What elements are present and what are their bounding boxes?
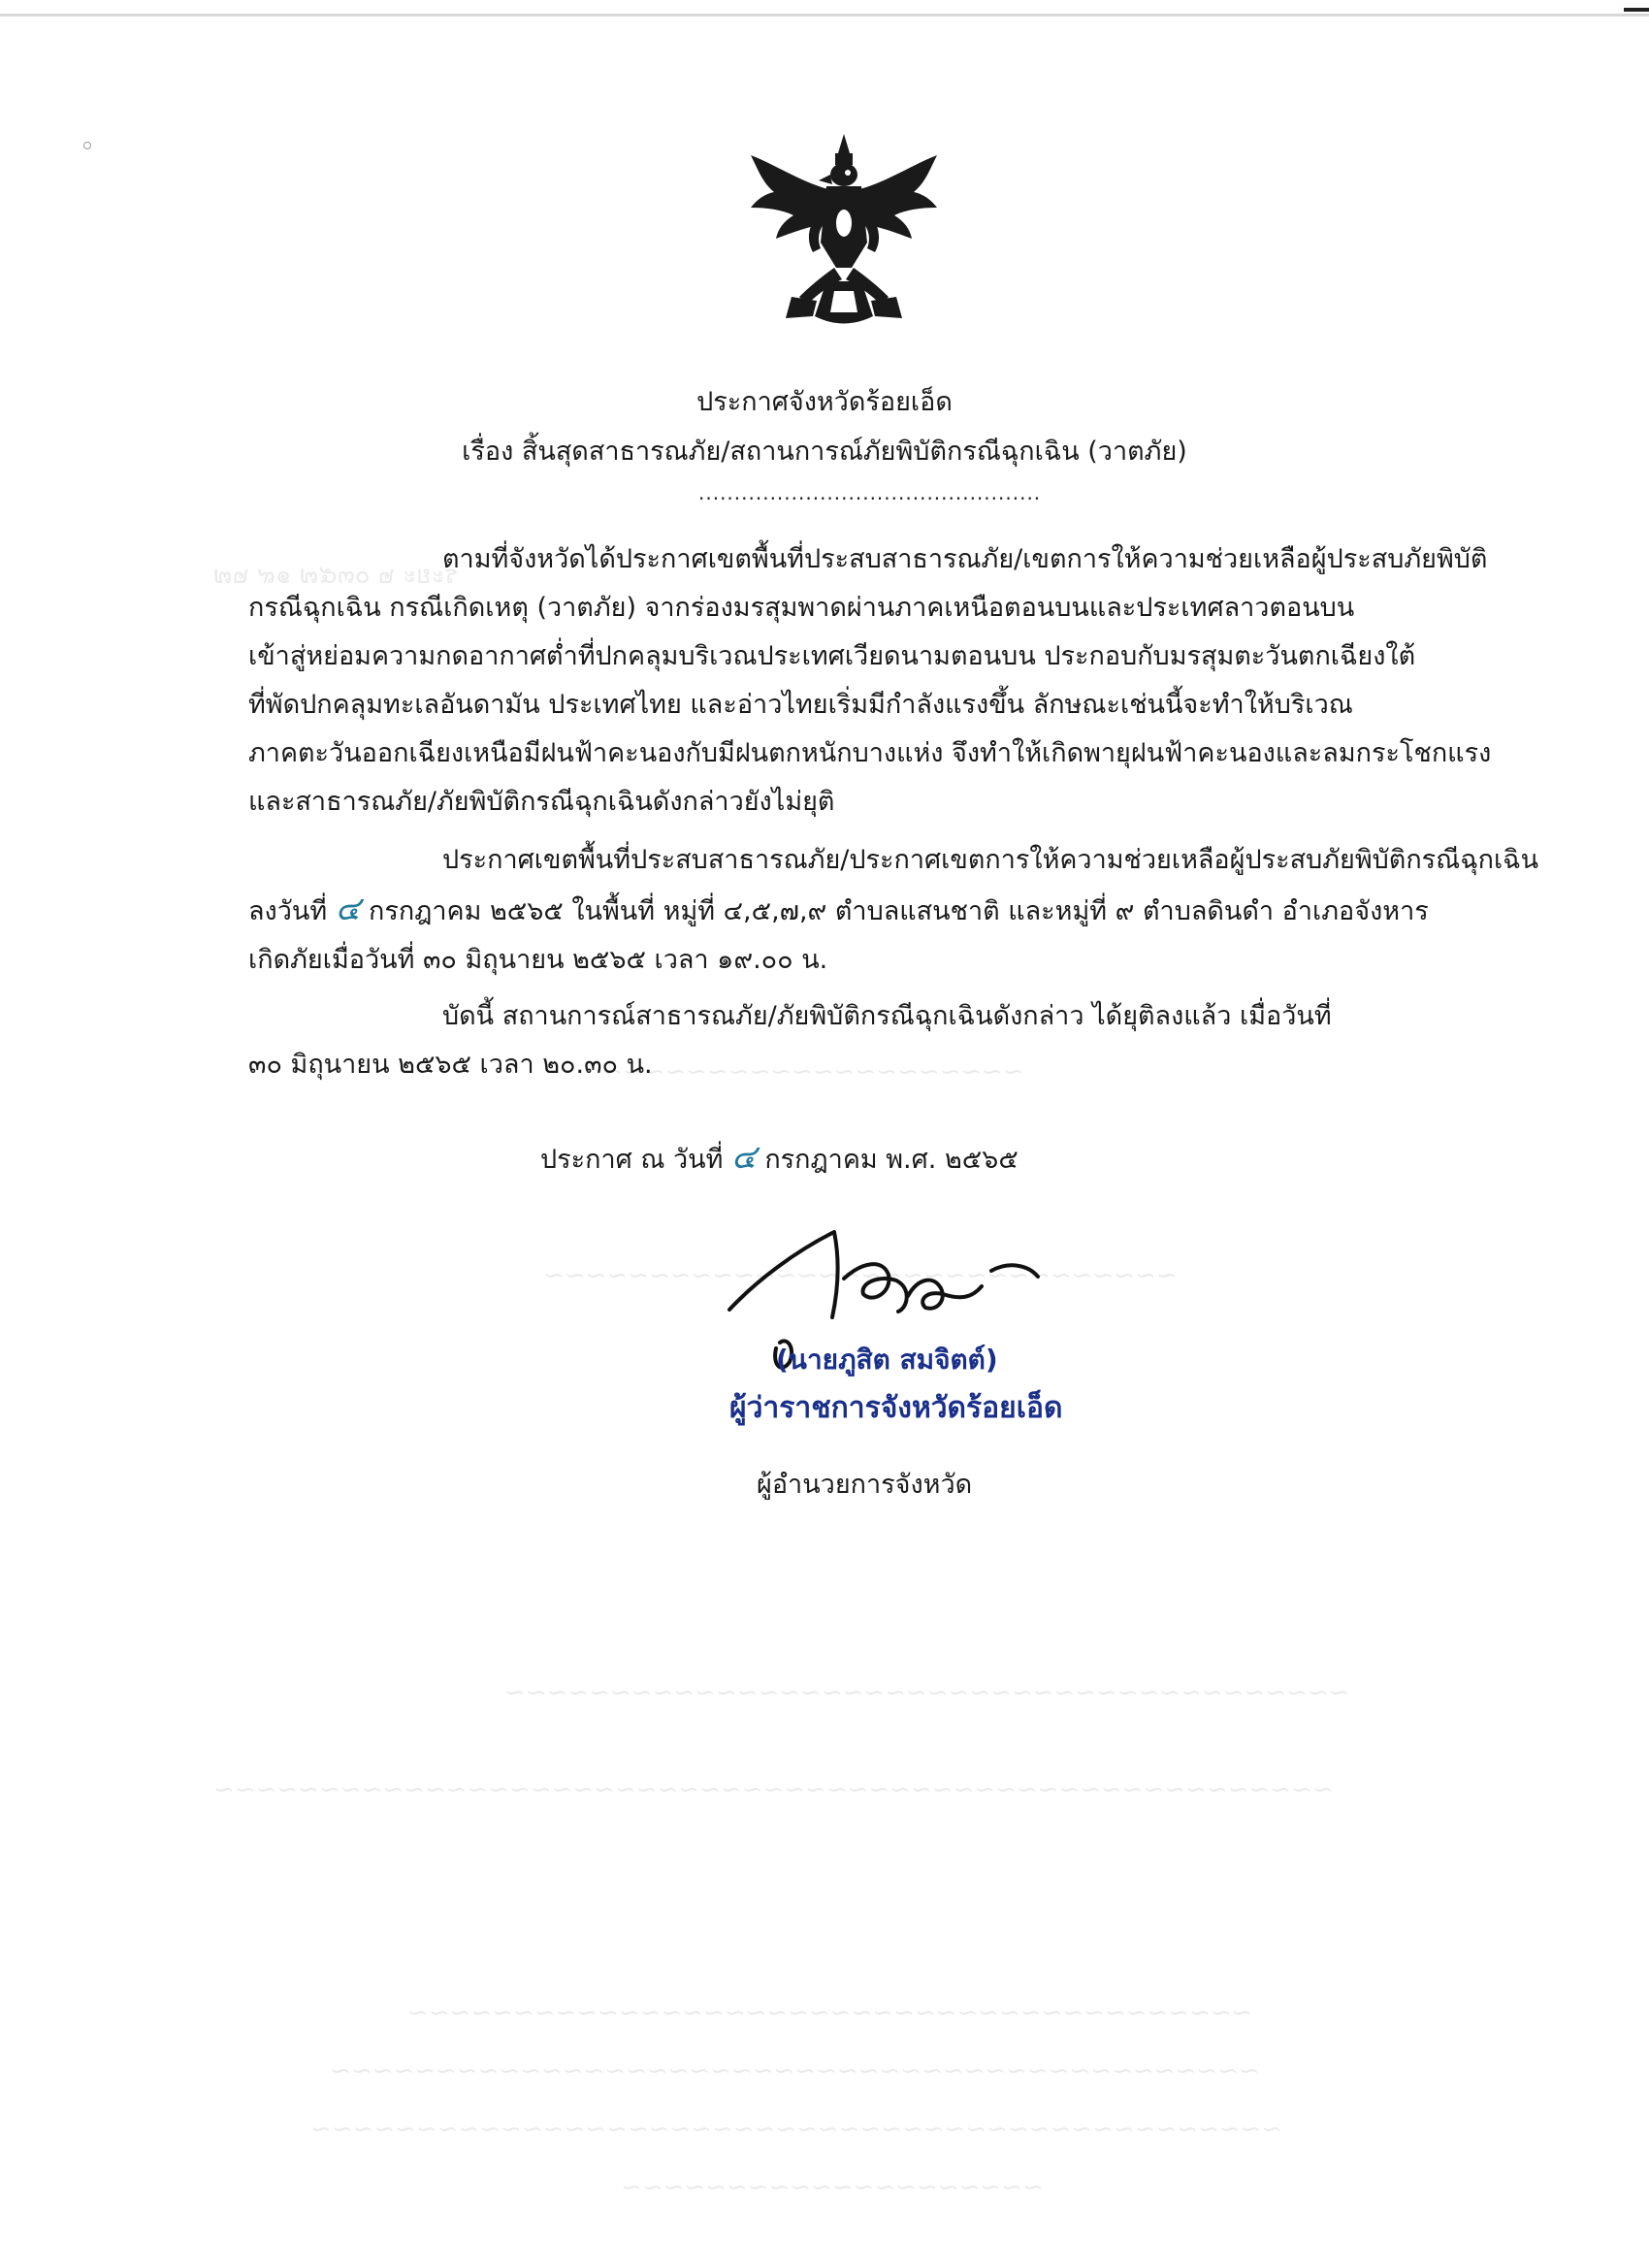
signer-role: ผู้อำนวยการจังหวัด [757, 1470, 973, 1500]
date-prefix: ลงวันที่ [248, 896, 336, 926]
date-suffix: กรกฎาคม ๒๕๖๕ ในพื้นที่ หมู่ที่ ๔,๕,๗,๙ ตำบลแสนชาติ และหมู่ที่ ๙ ตำบลดินดำ อำเภอจังหาร [360, 896, 1429, 926]
scan-corner-mark [1624, 8, 1649, 12]
paragraph-line: เกิดภัยเมื่อวันที่ ๓๐ มิถุนายน ๒๕๖๕ เวลา ๑๙.๐๐ น. [248, 945, 828, 975]
paragraph-line: ประกาศเขตพื้นที่ประสบสาธารณภัย/ประกาศเขตการให้ความช่วยเหลือผู้ประสบภัยพิบัติกรณีฉุกเฉิน [442, 845, 1539, 875]
garuda-emblem-icon [737, 126, 951, 340]
paragraph-declaration [248, 836, 1539, 985]
scan-speck [83, 142, 91, 149]
paragraph-line: ที่พัดปกคลุมทะเลอันดามัน ประเทศไทย และอ่าวไทยเริ่มมีกำลังแรงขึ้น ลักษณะเช่นนี้จะทำให้บริเวณ [248, 690, 1353, 720]
handwritten-day: ๔ [731, 1138, 757, 1177]
document-subject: เรื่อง สิ้นสุดสาธารณภัย/สถานการณ์ภัยพิบัติกรณีฉุกเฉิน (วาตภัย) [462, 437, 1187, 467]
scan-top-edge [0, 14, 1649, 16]
signer-position: ผู้ว่าราชการจังหวัดร้อยเอ็ด [729, 1391, 1063, 1425]
paragraph-background [248, 535, 1492, 826]
announcement-prefix: ประกาศ ณ วันที่ [540, 1145, 732, 1175]
paragraph-line: ตามที่จังหวัดได้ประกาศเขตพื้นที่ประสบสาธารณภัย/เขตการให้ความช่วยเหลือผู้ประสบภัยพิบัติ [442, 544, 1488, 574]
paragraph-conclusion [248, 992, 1461, 1089]
announcement-suffix: กรกฎาคม พ.ศ. ๒๕๖๕ [756, 1145, 1018, 1175]
signer-name: (นายภูสิต สมจิตต์) [776, 1344, 998, 1376]
paragraph-line: กรณีฉุกเฉิน กรณีเกิดเหตุ (วาตภัย) จากร่องมรสุมพาดผ่านภาคเหนือตอนบนและประเทศลาวตอนบน [248, 593, 1355, 623]
paragraph-line: เข้าสู่หย่อมความกดอากาศต่ำที่ปกคลุมบริเวณประเทศเวียดนามตอนบน ประกอบกับมรสุมตะวันตกเฉียงใต้ [248, 641, 1416, 671]
paragraph-line: ภาคตะวันออกเฉียงเหนือมีฝนฟ้าคะนองกับมีฝนตกหนักบางแห่ง จึงทำให้เกิดพายุฝนฟ้าคะนองและลมกระโชกแรง [248, 738, 1492, 768]
reverse-side-bleed: ระยะ ๒ ๐๓๕๗ ๑๙ ๒๗ ~~~~~~~~~~~~~~~~~~~~ ~~~~~~~~~~~~~~~~~~~~~~~~~~~~~~ ~~~~~~~~~~~~~~~~~~~~~~~~~~~~~~~~~~~~~~~~ ~~~~~~~~~~~~~~~~~~~~~~~~~~~~~~~~~~~~~~~~~~~~~~~~~~~~~ ~~~~~~~~~~~~~~~~~~~~~~~~~~~~~~~~~~~~~~~~ ~~~~~~~~~~~~~~~~~~~~~~~~~~~~~~~~~~~~~~~~~~~~ ~~~~~~~~~~~~~~~~~~~~~~~~~~~~~~~~~~~~~~~~~~~~~~ ~~~~~~~~~~~~~~~~~~~~ [213, 561, 1350, 2202]
subject-divider: ................................................ [698, 481, 1042, 504]
handwritten-day: ๔ [335, 890, 361, 928]
document-header: ประกาศจังหวัดร้อยเอ็ด [696, 387, 953, 417]
paragraph-line: ๓๐ มิถุนายน ๒๕๖๕ เวลา ๒๐.๓๐ น. [248, 1050, 653, 1080]
paragraph-line: บัดนี้ สถานการณ์สาธารณภัย/ภัยพิบัติกรณีฉุกเฉินดังกล่าว ได้ยุติลงแล้ว เมื่อวันที่ [442, 1001, 1332, 1031]
paragraph-line [248, 885, 1461, 936]
paragraph-line: และสาธารณภัย/ภัยพิบัติกรณีฉุกเฉินดังกล่าวยังไม่ยุติ [248, 787, 835, 817]
announcement-date [540, 1130, 1018, 1183]
